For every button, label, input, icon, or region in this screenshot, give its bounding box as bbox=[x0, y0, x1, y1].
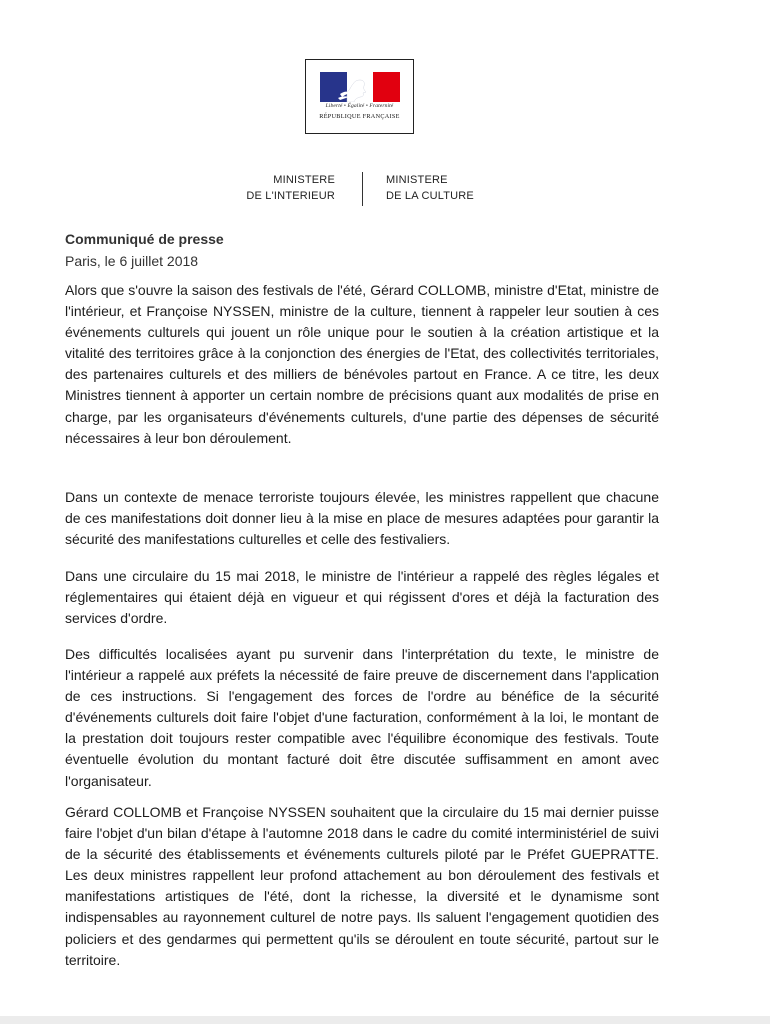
republique-francaise-logo bbox=[305, 59, 414, 134]
ministry-culture-line1: MINISTERE bbox=[386, 174, 448, 186]
ministries-header bbox=[0, 172, 770, 206]
press-release-heading: Communiqué de presse bbox=[65, 231, 224, 247]
ministries-divider bbox=[362, 172, 363, 206]
ministry-interior-line1: MINISTERE bbox=[273, 174, 335, 186]
paragraph-2: Dans un contexte de menace terroriste toujours élevée, les ministres rappellent que chacune de ces manifestations doit donner lieu à la mise en place de mesures adaptées pour garantir la sécurité des manifestations culturelles et celle des festivaliers. bbox=[65, 489, 659, 548]
press-release-date: Paris, le 6 juillet 2018 bbox=[65, 253, 199, 269]
marianne-flag-icon bbox=[320, 72, 400, 102]
republic-motto: Liberté • Égalité • Fraternité bbox=[325, 103, 394, 109]
ministry-interior bbox=[246, 172, 335, 204]
paragraph-3: Dans une circulaire du 15 mai 2018, le ministre de l'intérieur a rappelé des règles légales et réglementaires qui étaient déjà en vigueur et qui régissent d'ores et déjà la facturation des services d'ordre. bbox=[65, 568, 659, 627]
paragraph-5: Gérard COLLOMB et Françoise NYSSEN souhaitent que la circulaire du 15 mai dernier puisse faire l'objet d'un bilan d'étape à l'automne 2018 dans le cadre du comité interministériel de suivi de la sécurité des établissements et événements culturels piloté par le Préfet GUEPRATTE. Les deux ministres rappellent leur profond attachement au bon déroulement des festivals et manifestations artistiques de l'été, dont la richesse, la diversité et le dynamisme sont indispensables au rayonnement culturel de notre pays. Ils saluent l'engagement quotidien des policiers et des gendarmes qui permettent qu'ils se déroulent en toute sécurité, partout sur le territoire. bbox=[65, 804, 659, 968]
ministry-interior-line2: DE L'INTERIEUR bbox=[246, 190, 335, 202]
paragraph-1: Alors que s'ouvre la saison des festivals de l'été, Gérard COLLOMB, ministre d'Etat, ministre de l'intérieur, et Françoise NYSSEN, ministre de la culture, tiennent à rappeler leur soutien à ces événements culturels qui jouent un rôle unique pour le soutien à la création artistique et la vitalité des territoires grâce à la conjonction des énergies de l'Etat, des collectivités territoriales, des partenaires culturels et des milliers de bénévoles partout en France. A ce titre, les deux Ministres tiennent à apporter un certain nombre de précisions quant aux modalités de prise en charge, par les organisateurs d'événements culturels, d'une partie des dépenses de sécurité nécessaires à leur bon déroulement. bbox=[65, 282, 659, 446]
ministry-culture bbox=[386, 172, 474, 204]
republic-name: RÉPUBLIQUE FRANÇAISE bbox=[319, 113, 400, 120]
ministry-culture-line2: DE LA CULTURE bbox=[386, 190, 474, 202]
page-bottom-edge bbox=[0, 1016, 770, 1024]
paragraph-4: Des difficultés localisées ayant pu survenir dans l'interprétation du texte, le ministre de l'intérieur a rappelé aux préfets la nécessité de faire preuve de discernement dans l'application de ces instructions. Si l'engagement des forces de l'ordre au bénéfice de la sécurité d'événements culturels doit faire l'objet d'une facturation, conformément à la loi, le montant de la prestation doit toujours rester compatible avec l'équilibre économique des festivals. Toute éventuelle évolution du montant facturé doit être discutée suffisamment en amont avec l'organisateur. bbox=[65, 646, 659, 789]
